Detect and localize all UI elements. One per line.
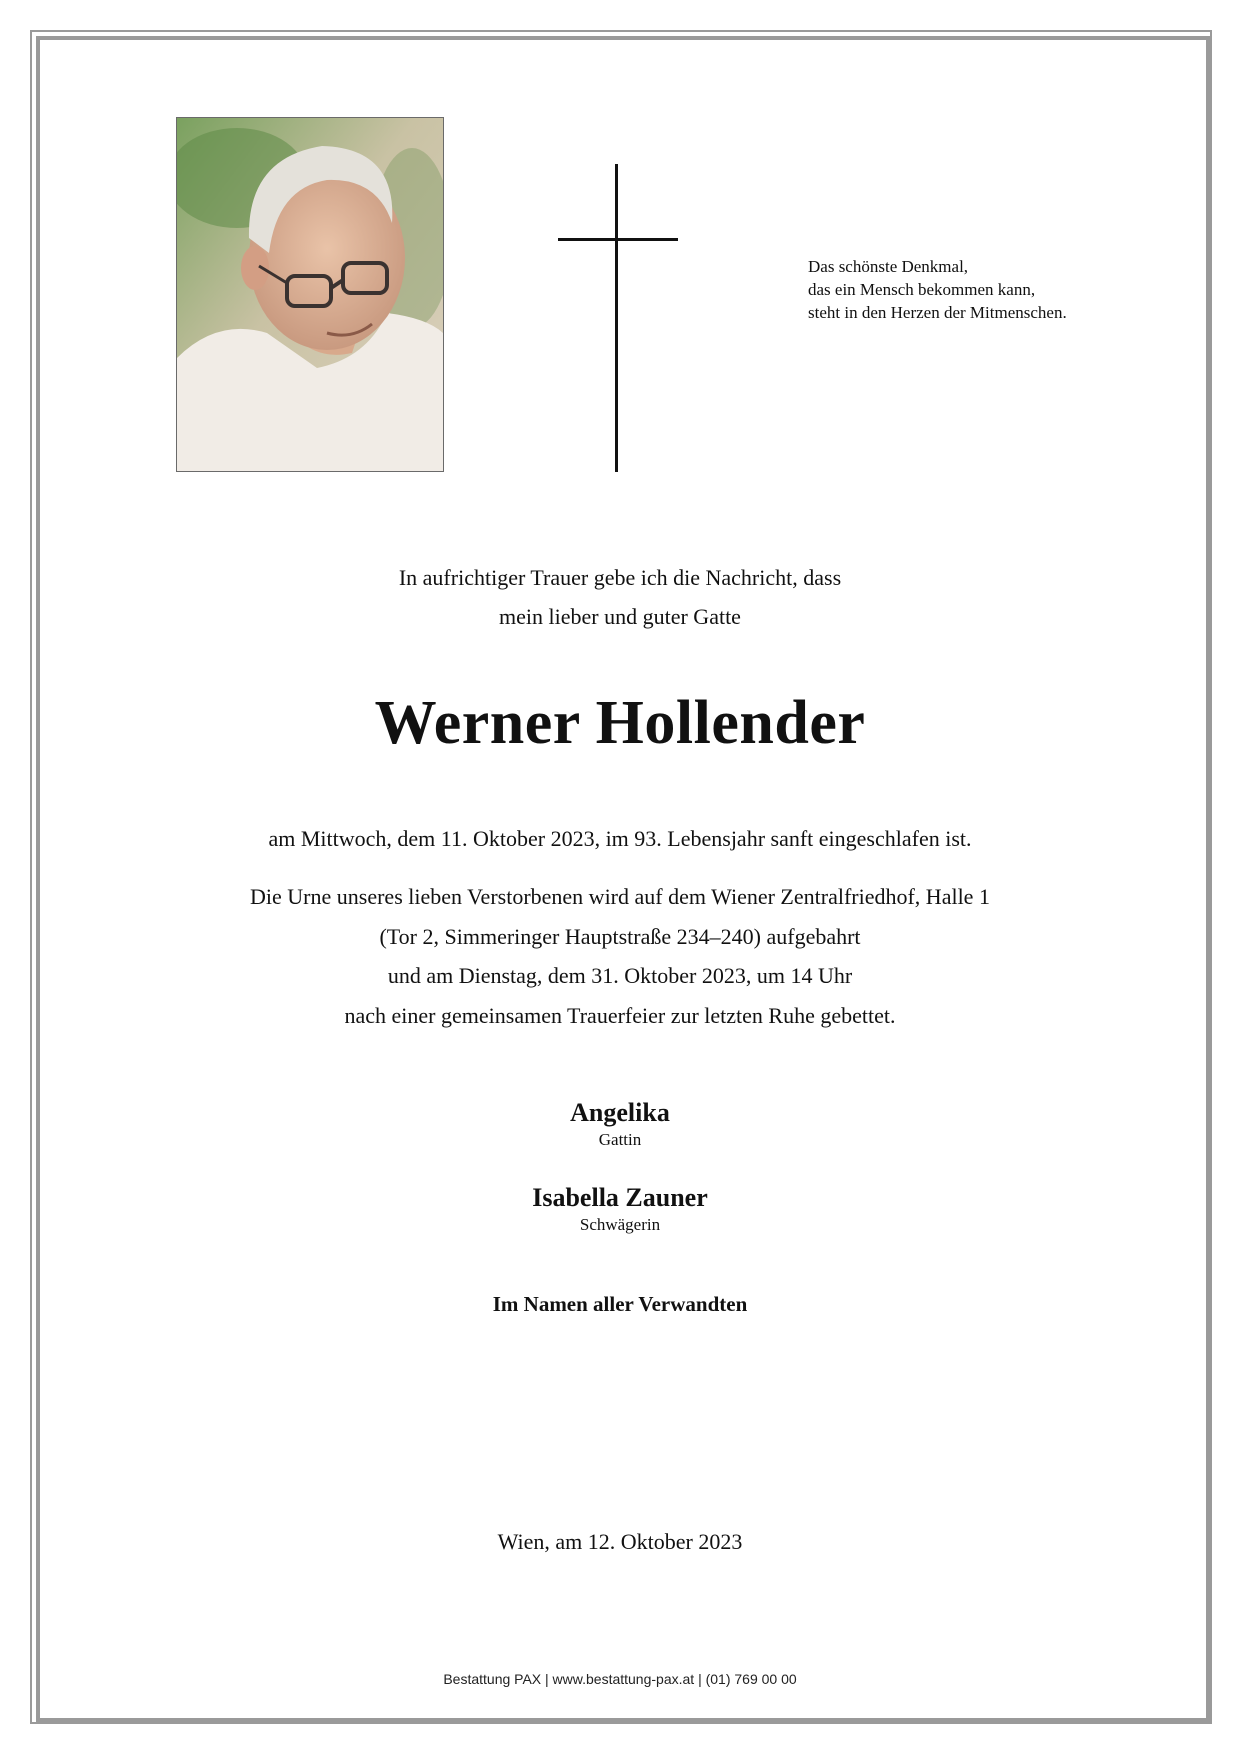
- funeral-details: [40, 877, 1200, 1035]
- funeral-home-footer: Bestattung PAX | www.bestattung-pax.at | (01) 769 00 00: [443, 1671, 797, 1687]
- intro-line: mein lieber und guter Gatte: [499, 604, 741, 629]
- passing-statement: am Mittwoch, dem 11. Oktober 2023, im 93. Lebensjahr sanft eingeschlafen ist.: [268, 826, 972, 851]
- place-and-date: Wien, am 12. Oktober 2023: [497, 1529, 743, 1554]
- funeral-line: Die Urne unseres lieben Verstorbenen wird auf dem Wiener Zentralfriedhof, Halle 1: [250, 884, 990, 909]
- funeral-line: (Tor 2, Simmeringer Hauptstraße 234–240) aufgebahrt: [379, 923, 861, 949]
- cross-horizontal-bar: [558, 238, 678, 241]
- relative-name: Angelika: [570, 1098, 670, 1127]
- relative-entry: [40, 1097, 1200, 1151]
- cross-symbol: [558, 164, 678, 472]
- relative-entry: [40, 1182, 1200, 1236]
- cross-vertical-bar: [615, 164, 618, 472]
- relative-role: Schwägerin: [579, 1215, 661, 1234]
- funeral-line: nach einer gemeinsamen Trauerfeier zur letzten Ruhe gebettet.: [344, 1002, 896, 1028]
- intro-line: In aufrichtiger Trauer gebe ich die Nachricht, dass: [398, 565, 842, 590]
- funeral-line: und am Dienstag, dem 31. Oktober 2023, um 14 Uhr: [387, 963, 853, 988]
- relative-name: Isabella Zauner: [532, 1183, 708, 1212]
- quote-line: Das schönste Denkmal,: [808, 257, 969, 276]
- deceased-name: Werner Hollender: [374, 689, 866, 757]
- portrait-photo: [176, 117, 444, 472]
- memorial-quote: [808, 255, 1148, 324]
- quote-line: steht in den Herzen der Mitmenschen.: [808, 303, 1067, 322]
- announcement-intro: [40, 558, 1200, 636]
- quote-line: das ein Mensch bekommen kann,: [808, 280, 1036, 299]
- on-behalf-line: Im Namen aller Verwandten: [492, 1292, 748, 1316]
- relative-role: Gattin: [598, 1130, 642, 1149]
